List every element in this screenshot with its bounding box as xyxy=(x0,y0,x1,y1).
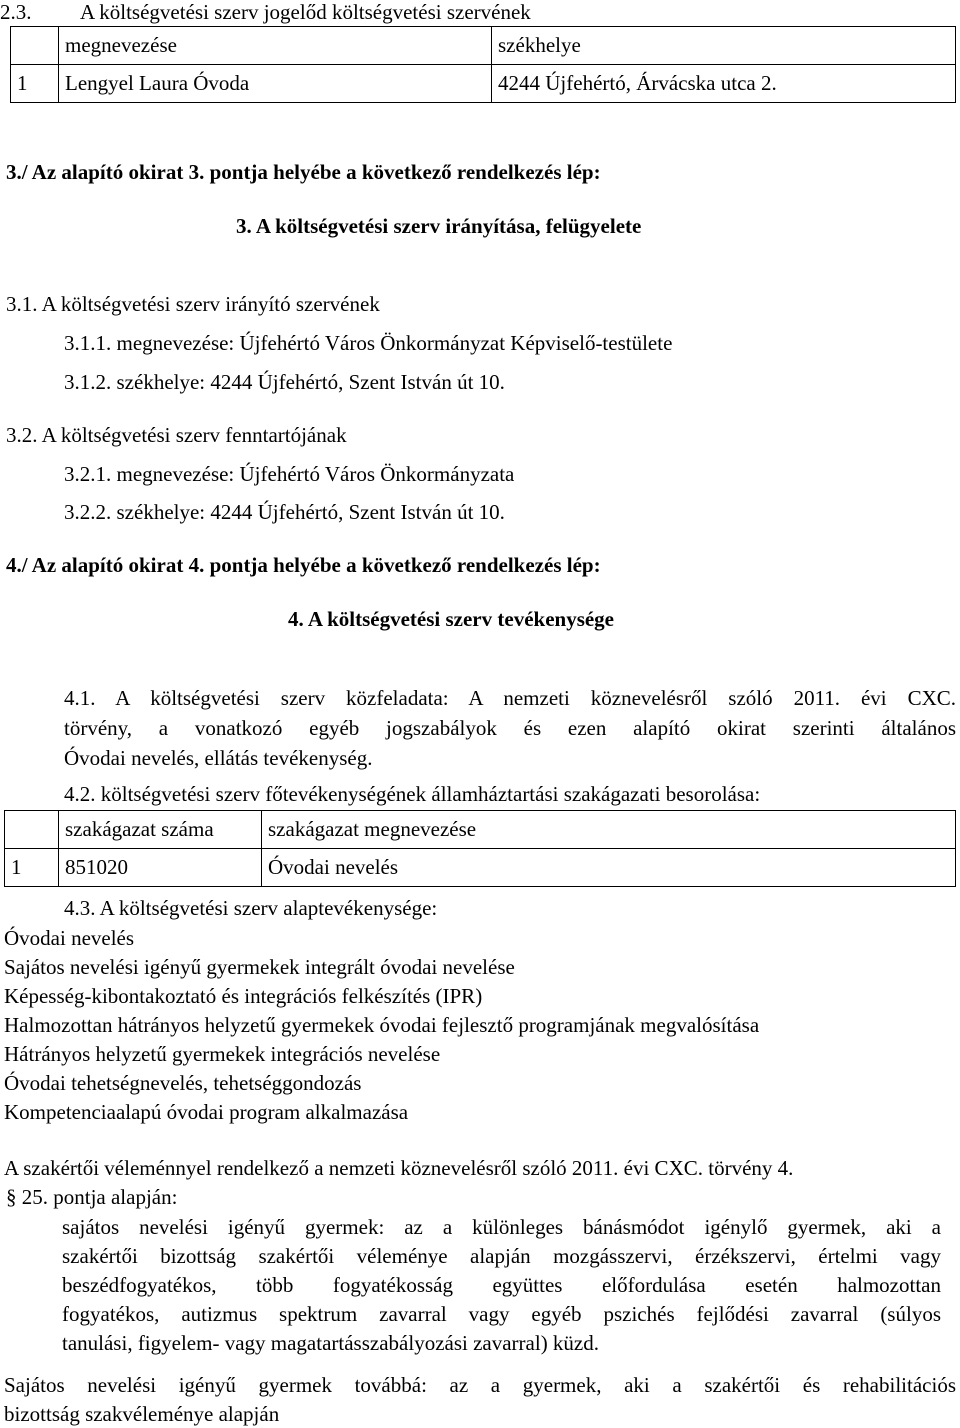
sni-definition-line: tanulási, figyelem- vagy magatartásszabályozási zavarral) küzd. xyxy=(62,1331,600,1355)
table-header-cell: megnevezése xyxy=(59,27,492,65)
final-paragraph-line-2: bizottság szakvéleménye alapján xyxy=(4,1402,280,1426)
activity-item: Hátrányos helyzetű gyermekek integrációs nevelése xyxy=(4,1042,441,1066)
activity-item: Kompetenciaalapú óvodai program alkalmazása xyxy=(4,1100,409,1124)
sni-definition-line: beszédfogyatékos, több fogyatékosság együttes előfordulása esetén halmozottan xyxy=(62,1273,941,1297)
sni-definition-line: sajátos nevelési igényű gyermek: az a különleges bánásmódot igénylő gyermek, aki a xyxy=(62,1215,941,1239)
section-3-1-1: 3.1.1. megnevezése: Újfehértó Város Önkormányzat Képviselő-testülete xyxy=(64,331,673,355)
table-header-cell: székhelye xyxy=(492,27,956,65)
table-cell: 1 xyxy=(5,849,59,887)
section-4-2: 4.2. költségvetési szerv főtevékenységének államháztartási szakágazati besorolása: xyxy=(64,782,761,806)
section-3-2-1: 3.2.1. megnevezése: Újfehértó Város Önkormányzata xyxy=(64,462,515,486)
section-4-1-line-3: Óvodai nevelés, ellátás tevékenység. xyxy=(64,746,373,770)
table-cell: 4244 Újfehértó, Árvácska utca 2. xyxy=(492,65,956,103)
table-header-cell xyxy=(5,811,59,849)
table-header-cell: szakágazat száma xyxy=(59,811,262,849)
table-row xyxy=(11,65,956,103)
activity-item: Óvodai nevelés xyxy=(4,926,135,950)
final-paragraph-line-1: Sajátos nevelési igényű gyermek továbbá: az a gyermek, aki a szakértői és rehabilitációs xyxy=(4,1373,956,1397)
expert-line-2: § 25. pontja alapján: xyxy=(6,1185,178,1209)
section-3-2-2: 3.2.2. székhelye: 4244 Újfehértó, Szent István út 10. xyxy=(64,500,505,524)
table-header-cell xyxy=(11,27,59,65)
section-2-3-heading: A költségvetési szerv jogelőd költségvetési szervének xyxy=(80,0,531,24)
branch-classification-table xyxy=(4,810,956,887)
section-3-1: 3.1. A költségvetési szerv irányító szervének xyxy=(6,292,380,316)
sni-definition-line: fogyatékos, autizmus spektrum zavarral vagy egyéb pszichés fejlődési zavarral (súlyos xyxy=(62,1302,941,1326)
section-4-title: 4. A költségvetési szerv tevékenysége xyxy=(288,607,615,631)
table-cell: 851020 xyxy=(59,849,262,887)
activity-item: Sajátos nevelési igényű gyermekek integrált óvodai nevelése xyxy=(4,955,515,979)
table-header-cell: szakágazat megnevezése xyxy=(262,811,956,849)
section-3-title: 3. A költségvetési szerv irányítása, felügyelete xyxy=(236,214,642,238)
section-4-1-line-2: törvény, a vonatkozó egyéb jogszabályok és ezen alapító okirat szerinti általános xyxy=(64,716,956,740)
table-cell: Óvodai nevelés xyxy=(262,849,956,887)
amendment-3-heading: 3./ Az alapító okirat 3. pontja helyébe a következő rendelkezés lép: xyxy=(6,160,601,184)
predecessor-table xyxy=(10,26,956,103)
section-3-2: 3.2. A költségvetési szerv fenntartójának xyxy=(6,423,347,447)
table-cell: Lengyel Laura Óvoda xyxy=(59,65,492,103)
section-2-3-number: 2.3. xyxy=(0,0,32,24)
sni-definition-line: szakértői bizottság szakértői véleménye alapján mozgásszervi, érzékszervi, értelmi vagy xyxy=(62,1244,941,1268)
table-header-row xyxy=(11,27,956,65)
section-3-1-2: 3.1.2. székhelye: 4244 Újfehértó, Szent István út 10. xyxy=(64,370,505,394)
table-row xyxy=(5,849,956,887)
amendment-4-heading: 4./ Az alapító okirat 4. pontja helyébe a következő rendelkezés lép: xyxy=(6,553,601,577)
activity-item: Óvodai tehetségnevelés, tehetséggondozás xyxy=(4,1071,362,1095)
activity-item: Halmozottan hátrányos helyzetű gyermekek óvodai fejlesztő programjának megvalósítása xyxy=(4,1013,760,1037)
table-header-row xyxy=(5,811,956,849)
expert-line-1: A szakértői véleménnyel rendelkező a nemzeti köznevelésről szóló 2011. évi CXC. törvény 4. xyxy=(4,1156,794,1180)
table-cell: 1 xyxy=(11,65,59,103)
activity-item: Képesség-kibontakoztató és integrációs felkészítés (IPR) xyxy=(4,984,483,1008)
section-4-1-line-1: 4.1. A költségvetési szerv közfeladata: A nemzeti köznevelésről szóló 2011. évi CXC. xyxy=(64,686,956,710)
section-4-3: 4.3. A költségvetési szerv alaptevékenysége: xyxy=(64,896,438,920)
